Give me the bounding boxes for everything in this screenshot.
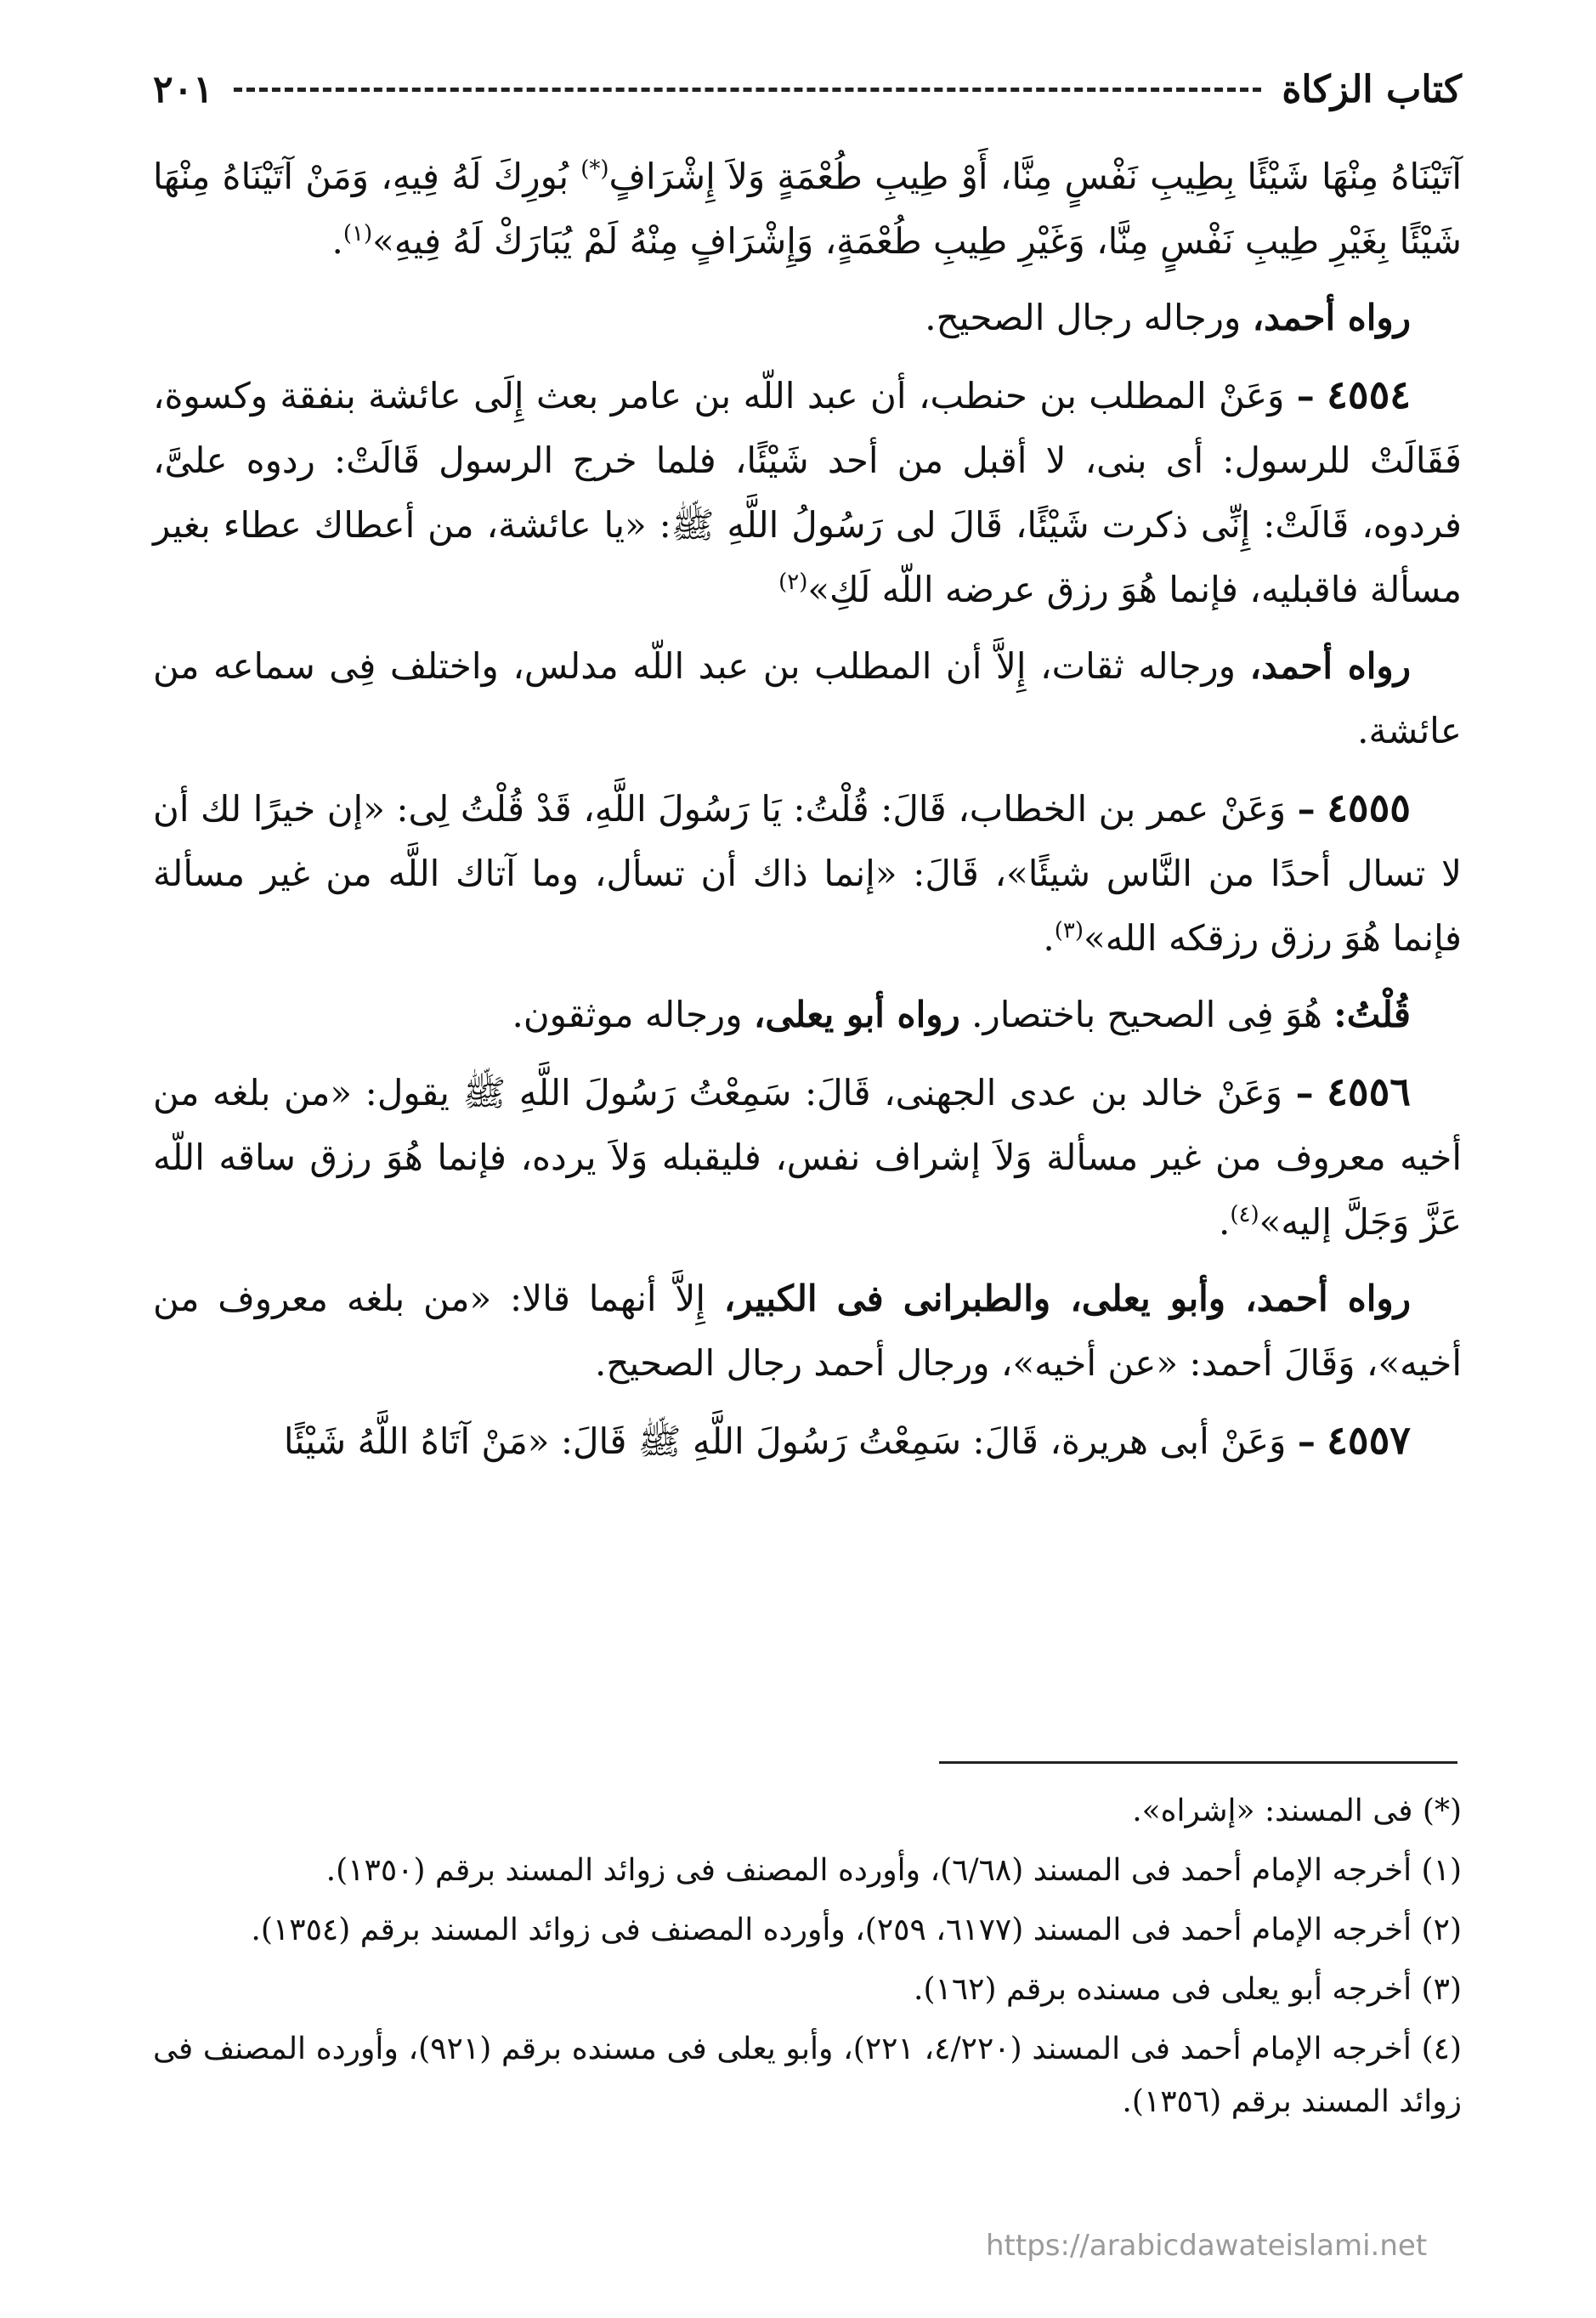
hadith-4554 — [153, 362, 1462, 622]
hadith-4557 — [153, 1408, 1462, 1474]
footnote: (١) أخرجه الإمام أحمد فى المسند (٦/٦٨)، وأورده المصنف فى زوائد المسند برقم (١٣٥٠). — [325, 1853, 1462, 1888]
source-text: هُوَ فِى الصحيح باختصار. — [959, 994, 1334, 1035]
hadith-dash: – — [1295, 1072, 1314, 1114]
hadith-number: ٤٥٥٤ — [1327, 371, 1411, 417]
paragraph-text: . — [331, 220, 343, 262]
hadith-dash: – — [1296, 375, 1315, 417]
page-header — [153, 60, 1462, 119]
footnotes — [153, 1785, 1462, 2135]
source-text: ورجاله موثقون. — [512, 994, 754, 1035]
hadith-text: وَعَنْ عمر بن الخطاب، قَالَ: قُلْتُ: يَا رَسُولَ اللَّهِ، قَدْ قُلْتُ لِى: «إن خيرًا لك أن لا تسال أحدًا من النَّاس شيئًا»، قَالَ: «إنما ذاك أن تسأل، وما آتاك اللَّه من غير مسألة فإنما هُوَ رزق رزقكه الله» — [153, 788, 1462, 959]
paragraph-text: آتَيْنَاهُ مِنْهَا شَيْئًا بِطِيبِ نَفْسٍ مِنَّا، أَوْ طِيبِ طُعْمَةٍ وَلاَ إِشْرَافٍ — [608, 156, 1462, 197]
footnote: (٤) أخرجه الإمام أحمد فى المسند (٤/٢٢٠، ٢٢١)، وأبو يعلى فى مسنده برقم (٩٢١)، وأورده المصنف فى زوائد المسند برقم (١٣٥٦). — [153, 2032, 1463, 2119]
hadith-4555 — [153, 775, 1462, 971]
paragraph-text: بُورِكَ لَهُ فِيهِ، وَمَنْ آتَيْنَاهُ مِنْهَا شَيْئًا بِغَيْرِ طِيبِ نَفْسٍ مِنَّا، وَغَيْرِ طِيبِ طُعْمَةٍ، وَإِشْرَافٍ مِنْهُ لَمْ يُبَارَكْ لَهُ فِيهِ» — [153, 156, 1462, 262]
source-note — [153, 634, 1462, 763]
source-label: رواه أحمد، — [1252, 297, 1411, 338]
source-label: رواه أبو يعلى، — [753, 994, 960, 1035]
source-note — [153, 983, 1462, 1047]
watermark-url: https://arabicdawateislami.net — [986, 2229, 1428, 2263]
hadith-4556 — [153, 1059, 1462, 1255]
source-label: رواه أحمد، — [1249, 645, 1411, 687]
hadith-dash: – — [1297, 1420, 1316, 1462]
hadith-number: ٤٥٥٥ — [1327, 785, 1412, 830]
footnote: (٣) أخرجه أبو يعلى فى مسنده برقم (١٦٢). — [914, 1972, 1462, 2007]
paragraph-continuation — [153, 145, 1462, 274]
footnote: (*) فى المسند: «إشراه». — [1132, 1794, 1462, 1828]
hadith-number: ٤٥٥٦ — [1327, 1068, 1411, 1114]
source-text: ورجاله رجال الصحيح. — [925, 297, 1253, 338]
main-text — [153, 145, 1462, 1486]
chapter-title: كتاب الزكاة — [1282, 67, 1462, 111]
source-label: قُلْتُ: — [1333, 994, 1411, 1035]
source-note — [153, 1267, 1462, 1396]
footnote-divider — [939, 1761, 1457, 1764]
footnote-ref: (٢) — [778, 570, 808, 595]
page-number: ٢٠١ — [153, 67, 213, 111]
hadith-text: وَعَنْ خالد بن عدى الجهنى، قَالَ: سَمِعْتُ رَسُولَ اللَّهِ ﷺ يقول: «من بلغه من أخيه معروف من غير مسألة وَلاَ إشراف نفس، فليقبله وَلاَ يرده، فإنما هُوَ رزق ساقه اللّه عَزَّ وَجَلَّ إليه» — [153, 1072, 1462, 1243]
hadith-text: وَعَنْ المطلب بن حنطب، أن عبد اللّه بن عامر بعث إِلَى عائشة بنفقة وكسوة، فَقَالَتْ للرسول: أى بنى، لا أقبل من أحد شَيْئًا، فلما خرج الرسول قَالَتْ: ردوه علىَّ، فردوه، قَالَتْ: إِنِّى ذكرت شَيْئًا، قَالَ لى رَسُولُ اللَّهِ ﷺ: «يا عائشة، من أعطاك عطاء بغير مسألة فاقبليه، فإنما هُوَ رزق عرضه اللّه لَكِ» — [153, 375, 1462, 610]
hadith-text: وَعَنْ أبى هريرة، قَالَ: سَمِعْتُ رَسُولَ اللَّهِ ﷺ قَالَ: «مَنْ آتَاهُ اللَّهُ شَيْئًا — [283, 1420, 1298, 1462]
source-label: رواه أحمد، وأبو يعلى، والطبرانى فى الكبير، — [723, 1278, 1411, 1319]
source-text: إِلاَّ أنهما قالا: «من بلغه معروف من أخيه»، وَقَالَ أحمد: «عن أخيه»، ورجال أحمد رجال الصحيح. — [153, 1278, 1462, 1384]
footnote-ref: (*) — [580, 156, 609, 182]
source-text: ورجاله ثقات، إِلاَّ أن المطلب بن عبد اللّه مدلس، واختلف فِى سماعه من عائشة. — [153, 645, 1462, 751]
footnote: (٢) أخرجه الإمام أحمد فى المسند (٦١٧٧، ٢٥٩)، وأورده المصنف فى زوائد المسند برقم (١٣٥٤). — [251, 1913, 1462, 1947]
hadith-text: . — [1219, 1201, 1231, 1243]
footnote-ref: (١) — [342, 221, 373, 247]
footnote-ref: (٣) — [1054, 918, 1084, 944]
footnote-ref: (٤) — [1230, 1202, 1259, 1227]
header-dashed-rule — [234, 88, 1261, 92]
hadith-dash: – — [1297, 788, 1316, 830]
hadith-text: . — [1043, 917, 1055, 959]
source-note — [153, 286, 1462, 350]
hadith-number: ٤٥٥٧ — [1327, 1417, 1411, 1463]
